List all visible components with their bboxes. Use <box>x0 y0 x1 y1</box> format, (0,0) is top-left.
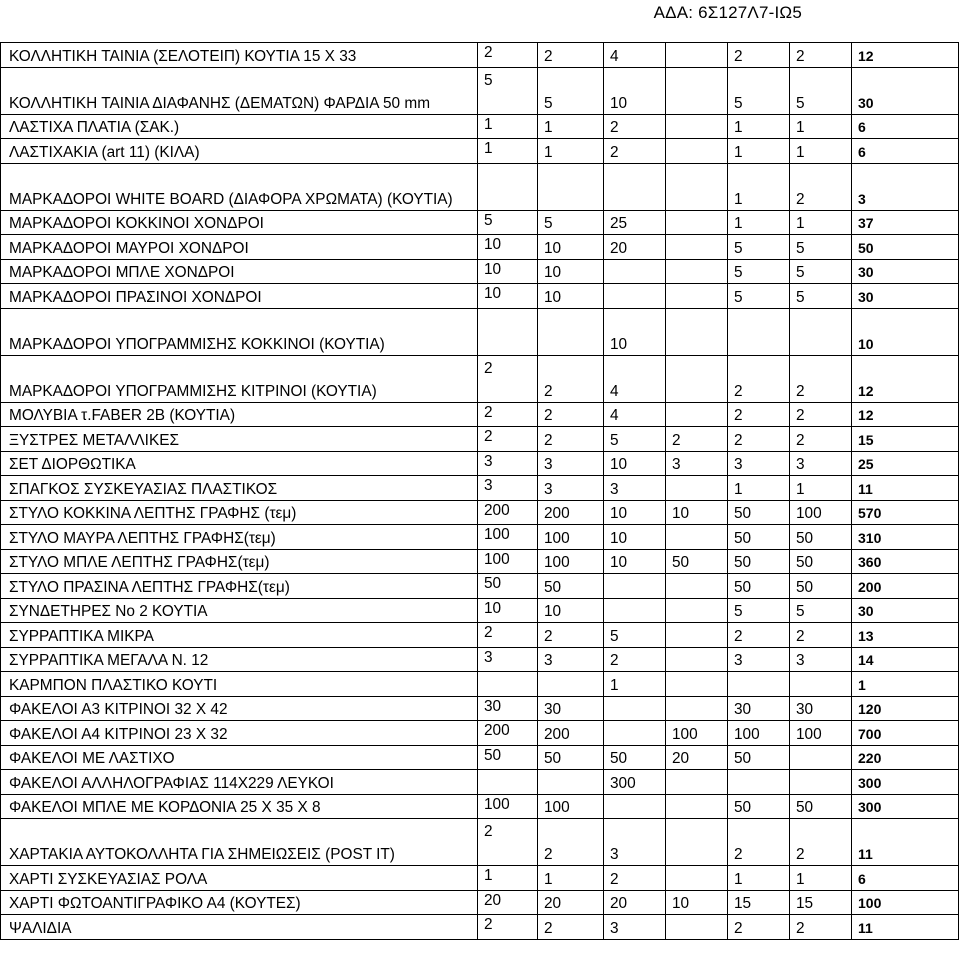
quantity-cell: 50 <box>728 500 790 525</box>
quantity-cell <box>790 745 852 770</box>
quantity-cell: 2 <box>478 43 538 68</box>
quantity-cell: 10 <box>604 451 666 476</box>
table-row <box>1 259 959 284</box>
quantity-cell <box>604 598 666 623</box>
item-description: ΦΑΚΕΛΟΙ Α4 ΚΙΤΡΙΝΟΙ 23 Χ 32 <box>1 721 478 746</box>
quantity-cell: 10 <box>604 67 666 114</box>
item-description: ΦΑΚΕΛΟΙ ΜΠΛΕ ΜΕ ΚΟΡΔΟΝΙΑ 25 Χ 35 Χ 8 <box>1 794 478 819</box>
quantity-cell: 10 <box>666 890 728 915</box>
quantity-cell: 2 <box>538 402 604 427</box>
quantity-cell: 2 <box>538 427 604 452</box>
quantity-cell <box>728 672 790 697</box>
quantity-cell <box>666 696 728 721</box>
total-quantity: 6 <box>852 866 959 891</box>
quantity-cell: 50 <box>666 549 728 574</box>
quantity-cell: 100 <box>538 794 604 819</box>
quantity-cell: 5 <box>790 259 852 284</box>
table-row <box>1 696 959 721</box>
total-quantity: 50 <box>852 235 959 260</box>
quantity-cell: 2 <box>666 427 728 452</box>
quantity-cell: 2 <box>790 43 852 68</box>
quantity-cell: 2 <box>728 623 790 648</box>
quantity-cell: 2 <box>604 139 666 164</box>
quantity-cell: 50 <box>604 745 666 770</box>
quantity-cell: 3 <box>538 647 604 672</box>
item-description: ΜΟΛΥΒΙΑ τ.FABER 2B (ΚΟΥΤΙΑ) <box>1 402 478 427</box>
table-row <box>1 866 959 891</box>
quantity-cell: 50 <box>790 525 852 550</box>
quantity-cell: 30 <box>790 696 852 721</box>
total-quantity: 3 <box>852 163 959 210</box>
quantity-cell: 3 <box>790 451 852 476</box>
quantity-cell <box>666 114 728 139</box>
quantity-cell: 20 <box>604 890 666 915</box>
quantity-cell: 10 <box>478 598 538 623</box>
quantity-cell <box>538 770 604 795</box>
total-quantity: 120 <box>852 696 959 721</box>
quantity-cell: 2 <box>604 114 666 139</box>
quantity-cell <box>604 721 666 746</box>
quantity-cell <box>538 308 604 355</box>
quantity-cell: 2 <box>790 915 852 940</box>
quantity-cell: 2 <box>728 427 790 452</box>
quantity-cell: 3 <box>478 451 538 476</box>
quantity-cell: 2 <box>790 427 852 452</box>
total-quantity: 100 <box>852 890 959 915</box>
table-row <box>1 598 959 623</box>
quantity-cell: 5 <box>478 210 538 235</box>
quantity-cell <box>538 672 604 697</box>
item-description: ΜΑΡΚΑΔΟΡΟΙ ΥΠΟΓΡΑΜΜΙΣΗΣ ΚΙΤΡΙΝΟΙ (ΚΟΥΤΙΑ) <box>1 355 478 402</box>
quantity-cell: 5 <box>538 210 604 235</box>
total-quantity: 11 <box>852 476 959 501</box>
item-description: ΣΤΥΛΟ ΠΡΑΣΙΝΑ ΛΕΠΤΗΣ ΓΡΑΦΗΣ(τεμ) <box>1 574 478 599</box>
quantity-cell: 20 <box>478 890 538 915</box>
table-row <box>1 476 959 501</box>
quantity-cell <box>666 163 728 210</box>
item-description: ΣΤΥΛΟ ΚΟΚΚΙΝΑ ΛΕΠΤΗΣ ΓΡΑΦΗΣ (τεμ) <box>1 500 478 525</box>
total-quantity: 300 <box>852 794 959 819</box>
quantity-cell: 50 <box>728 745 790 770</box>
quantity-cell: 20 <box>666 745 728 770</box>
total-quantity: 570 <box>852 500 959 525</box>
item-description: ΜΑΡΚΑΔΟΡΟΙ ΥΠΟΓΡΑΜΜΙΣΗΣ ΚΟΚΚΙΝΟΙ (ΚΟΥΤΙΑ) <box>1 308 478 355</box>
total-quantity: 37 <box>852 210 959 235</box>
quantity-cell: 3 <box>538 476 604 501</box>
quantity-cell: 2 <box>604 647 666 672</box>
quantity-cell: 5 <box>728 235 790 260</box>
quantity-cell: 3 <box>538 451 604 476</box>
quantity-cell: 50 <box>728 574 790 599</box>
quantity-cell: 100 <box>728 721 790 746</box>
quantity-cell: 200 <box>478 500 538 525</box>
total-quantity: 11 <box>852 819 959 866</box>
quantity-cell: 2 <box>728 915 790 940</box>
quantity-cell <box>604 259 666 284</box>
quantity-cell: 2 <box>604 866 666 891</box>
quantity-cell: 2 <box>728 402 790 427</box>
quantity-cell <box>604 574 666 599</box>
quantity-cell: 1 <box>790 114 852 139</box>
quantity-cell: 2 <box>478 819 538 866</box>
quantity-cell: 1 <box>728 210 790 235</box>
quantity-cell <box>666 866 728 891</box>
quantity-cell: 5 <box>790 284 852 309</box>
quantity-cell: 30 <box>538 696 604 721</box>
quantity-cell: 2 <box>478 355 538 402</box>
table-row <box>1 672 959 697</box>
quantity-cell: 4 <box>604 355 666 402</box>
item-description: ΣΕΤ ΔΙΟΡΘΩΤΙΚΑ <box>1 451 478 476</box>
quantity-cell: 100 <box>478 794 538 819</box>
quantity-cell: 3 <box>790 647 852 672</box>
total-quantity: 30 <box>852 259 959 284</box>
table-row <box>1 139 959 164</box>
item-description: ΛΑΣΤΙΧΑ ΠΛΑΤΙΑ (ΣΑΚ.) <box>1 114 478 139</box>
quantity-cell: 2 <box>790 402 852 427</box>
quantity-cell: 10 <box>604 308 666 355</box>
quantity-cell <box>666 402 728 427</box>
quantity-cell <box>790 308 852 355</box>
quantity-cell: 1 <box>790 866 852 891</box>
total-quantity: 700 <box>852 721 959 746</box>
supplies-table <box>0 42 959 940</box>
table-row <box>1 574 959 599</box>
table-row <box>1 770 959 795</box>
item-description: ΛΑΣΤΙΧΑΚΙΑ (art 11) (ΚΙΛΑ) <box>1 139 478 164</box>
quantity-cell <box>666 647 728 672</box>
quantity-cell: 4 <box>604 43 666 68</box>
quantity-cell: 1 <box>604 672 666 697</box>
quantity-cell <box>666 259 728 284</box>
total-quantity: 12 <box>852 402 959 427</box>
table-row <box>1 745 959 770</box>
quantity-cell <box>666 43 728 68</box>
quantity-cell: 50 <box>478 745 538 770</box>
quantity-cell: 3 <box>604 476 666 501</box>
quantity-cell <box>666 308 728 355</box>
quantity-cell: 1 <box>538 139 604 164</box>
item-description: ΧΑΡΤΙ ΣΥΣΚΕΥΑΣΙΑΣ ΡΟΛΑ <box>1 866 478 891</box>
quantity-cell: 2 <box>538 819 604 866</box>
quantity-cell <box>666 284 728 309</box>
total-quantity: 30 <box>852 67 959 114</box>
table-row <box>1 500 959 525</box>
quantity-cell: 50 <box>728 794 790 819</box>
quantity-cell: 10 <box>478 284 538 309</box>
quantity-cell <box>666 915 728 940</box>
quantity-cell: 2 <box>728 43 790 68</box>
quantity-cell: 2 <box>538 915 604 940</box>
quantity-cell: 50 <box>478 574 538 599</box>
quantity-cell <box>666 139 728 164</box>
quantity-cell: 50 <box>538 745 604 770</box>
total-quantity: 25 <box>852 451 959 476</box>
total-quantity: 10 <box>852 308 959 355</box>
table-row <box>1 721 959 746</box>
table-row <box>1 890 959 915</box>
quantity-cell: 1 <box>728 866 790 891</box>
quantity-cell: 1 <box>790 476 852 501</box>
table-row <box>1 819 959 866</box>
quantity-cell: 15 <box>790 890 852 915</box>
quantity-cell: 2 <box>538 355 604 402</box>
total-quantity: 6 <box>852 114 959 139</box>
item-description: ΦΑΚΕΛΟΙ ΑΛΛΗΛΟΓΡΑΦΙΑΣ 114Χ229 ΛΕΥΚΟΙ <box>1 770 478 795</box>
quantity-cell: 10 <box>538 598 604 623</box>
quantity-cell: 20 <box>538 890 604 915</box>
quantity-cell: 20 <box>604 235 666 260</box>
quantity-cell: 3 <box>728 451 790 476</box>
item-description: ΨΑΛΙΔΙΑ <box>1 915 478 940</box>
table-row <box>1 794 959 819</box>
item-description: ΧΑΡΤΑΚΙΑ ΑΥΤΟΚΟΛΛΗΤΑ ΓΙΑ ΣΗΜΕΙΩΣΕΙΣ (POST IT) <box>1 819 478 866</box>
quantity-cell: 5 <box>538 67 604 114</box>
document-code: ΑΔΑ: 6Σ127Λ7-ΙΩ5 <box>653 3 802 22</box>
quantity-cell: 300 <box>604 770 666 795</box>
quantity-cell: 3 <box>728 647 790 672</box>
quantity-cell: 3 <box>478 476 538 501</box>
table-row <box>1 402 959 427</box>
quantity-cell: 2 <box>790 355 852 402</box>
quantity-cell <box>666 525 728 550</box>
quantity-cell: 1 <box>538 866 604 891</box>
quantity-cell <box>666 210 728 235</box>
item-description: ΦΑΚΕΛΟΙ Α3 ΚΙΤΡΙΝΟΙ 32 Χ 42 <box>1 696 478 721</box>
quantity-cell <box>666 574 728 599</box>
quantity-cell <box>666 355 728 402</box>
table-row <box>1 284 959 309</box>
total-quantity: 300 <box>852 770 959 795</box>
table-row <box>1 163 959 210</box>
quantity-cell: 50 <box>790 574 852 599</box>
quantity-cell <box>478 163 538 210</box>
quantity-cell <box>728 770 790 795</box>
quantity-cell: 10 <box>538 235 604 260</box>
table-row <box>1 451 959 476</box>
quantity-cell: 10 <box>666 500 728 525</box>
quantity-cell: 1 <box>728 476 790 501</box>
quantity-cell: 5 <box>604 427 666 452</box>
quantity-cell: 100 <box>790 500 852 525</box>
quantity-cell: 5 <box>604 623 666 648</box>
item-description: ΞΥΣΤΡΕΣ ΜΕΤΑΛΛΙΚΕΣ <box>1 427 478 452</box>
quantity-cell: 3 <box>604 819 666 866</box>
item-description: ΜΑΡΚΑΔΟΡΟΙ ΚΟΚΚΙΝΟΙ ΧΟΝΔΡΟΙ <box>1 210 478 235</box>
item-description: ΣΤΥΛΟ ΜΑΥΡΑ ΛΕΠΤΗΣ ΓΡΑΦΗΣ(τεμ) <box>1 525 478 550</box>
quantity-cell <box>666 794 728 819</box>
quantity-cell: 5 <box>728 598 790 623</box>
item-description: ΜΑΡΚΑΔΟΡΟΙ ΜΑΥΡΟΙ ΧΟΝΔΡΟΙ <box>1 235 478 260</box>
table-row <box>1 549 959 574</box>
quantity-cell <box>604 284 666 309</box>
item-description: ΚΟΛΛΗΤΙΚΗ ΤΑΙΝΙΑ (ΣΕΛΟΤΕΙΠ) ΚΟΥΤΙΑ 15 Χ 33 <box>1 43 478 68</box>
quantity-cell: 1 <box>478 866 538 891</box>
quantity-cell: 100 <box>666 721 728 746</box>
quantity-cell: 2 <box>478 623 538 648</box>
quantity-cell <box>790 770 852 795</box>
table-row <box>1 210 959 235</box>
total-quantity: 12 <box>852 355 959 402</box>
quantity-cell <box>666 819 728 866</box>
quantity-cell <box>478 308 538 355</box>
total-quantity: 220 <box>852 745 959 770</box>
total-quantity: 360 <box>852 549 959 574</box>
quantity-cell: 50 <box>728 525 790 550</box>
quantity-cell: 2 <box>728 355 790 402</box>
table-row <box>1 427 959 452</box>
table-row <box>1 623 959 648</box>
quantity-cell: 2 <box>790 819 852 866</box>
quantity-cell: 30 <box>478 696 538 721</box>
quantity-cell <box>666 672 728 697</box>
quantity-cell: 10 <box>604 549 666 574</box>
table-row <box>1 67 959 114</box>
quantity-cell: 100 <box>790 721 852 746</box>
total-quantity: 11 <box>852 915 959 940</box>
total-quantity: 310 <box>852 525 959 550</box>
item-description: ΧΑΡΤΙ ΦΩΤΟΑΝΤΙΓΡΑΦΙΚΟ Α4 (ΚΟΥΤΕΣ) <box>1 890 478 915</box>
quantity-cell: 5 <box>728 67 790 114</box>
quantity-cell: 2 <box>790 623 852 648</box>
quantity-cell: 200 <box>478 721 538 746</box>
quantity-cell: 10 <box>604 525 666 550</box>
quantity-cell <box>666 476 728 501</box>
quantity-cell: 3 <box>478 647 538 672</box>
quantity-cell: 1 <box>728 163 790 210</box>
quantity-cell: 5 <box>728 259 790 284</box>
total-quantity: 30 <box>852 598 959 623</box>
quantity-cell: 30 <box>728 696 790 721</box>
table-row <box>1 525 959 550</box>
quantity-cell: 15 <box>728 890 790 915</box>
item-description: ΣΠΑΓΚΟΣ ΣΥΣΚΕΥΑΣΙΑΣ ΠΛΑΣΤΙΚΟΣ <box>1 476 478 501</box>
quantity-cell: 10 <box>538 259 604 284</box>
quantity-cell: 10 <box>478 259 538 284</box>
total-quantity: 1 <box>852 672 959 697</box>
quantity-cell: 5 <box>790 598 852 623</box>
total-quantity: 30 <box>852 284 959 309</box>
quantity-cell: 2 <box>728 819 790 866</box>
total-quantity: 15 <box>852 427 959 452</box>
item-description: ΜΑΡΚΑΔΟΡΟΙ WHITE BOARD (ΔΙΑΦΟΡΑ ΧΡΩΜΑΤΑ) (ΚΟΥΤΙΑ) <box>1 163 478 210</box>
quantity-cell: 4 <box>604 402 666 427</box>
quantity-cell <box>478 672 538 697</box>
quantity-cell <box>604 794 666 819</box>
quantity-cell: 2 <box>538 43 604 68</box>
quantity-cell: 5 <box>728 284 790 309</box>
quantity-cell <box>666 770 728 795</box>
quantity-cell <box>478 770 538 795</box>
table-row <box>1 915 959 940</box>
quantity-cell: 100 <box>538 525 604 550</box>
item-description: ΚΑΡΜΠΟΝ ΠΛΑΣΤΙΚΟ ΚΟΥΤΙ <box>1 672 478 697</box>
quantity-cell: 50 <box>790 549 852 574</box>
quantity-cell <box>666 623 728 648</box>
total-quantity: 200 <box>852 574 959 599</box>
table-row <box>1 235 959 260</box>
quantity-cell: 25 <box>604 210 666 235</box>
quantity-cell: 10 <box>604 500 666 525</box>
quantity-cell: 50 <box>728 549 790 574</box>
quantity-cell: 1 <box>538 114 604 139</box>
item-description: ΜΑΡΚΑΔΟΡΟΙ ΠΡΑΣΙΝΟΙ ΧΟΝΔΡΟΙ <box>1 284 478 309</box>
quantity-cell: 10 <box>478 235 538 260</box>
total-quantity: 6 <box>852 139 959 164</box>
table-row <box>1 308 959 355</box>
quantity-cell: 1 <box>728 114 790 139</box>
table-row <box>1 43 959 68</box>
quantity-cell <box>604 163 666 210</box>
quantity-cell: 1 <box>478 139 538 164</box>
item-description: ΚΟΛΛΗΤΙΚΗ ΤΑΙΝΙΑ ΔΙΑΦΑΝΗΣ (ΔΕΜΑΤΩΝ) ΦΑΡΔΙΑ 50 mm <box>1 67 478 114</box>
quantity-cell <box>604 696 666 721</box>
quantity-cell: 100 <box>478 549 538 574</box>
quantity-cell: 50 <box>538 574 604 599</box>
item-description: ΜΑΡΚΑΔΟΡΟΙ ΜΠΛΕ ΧΟΝΔΡΟΙ <box>1 259 478 284</box>
quantity-cell: 5 <box>790 235 852 260</box>
quantity-cell: 10 <box>538 284 604 309</box>
quantity-cell: 200 <box>538 500 604 525</box>
quantity-cell: 1 <box>478 114 538 139</box>
quantity-cell: 5 <box>478 67 538 114</box>
item-description: ΣΥΝΔΕΤΗΡΕΣ Νο 2 ΚΟΥΤΙΑ <box>1 598 478 623</box>
quantity-cell: 200 <box>538 721 604 746</box>
item-description: ΣΥΡΡΑΠΤΙΚΑ ΜΕΓΑΛΑ Ν. 12 <box>1 647 478 672</box>
quantity-cell: 1 <box>728 139 790 164</box>
quantity-cell: 3 <box>604 915 666 940</box>
quantity-cell: 50 <box>790 794 852 819</box>
quantity-cell <box>666 67 728 114</box>
table-row <box>1 355 959 402</box>
quantity-cell: 2 <box>790 163 852 210</box>
item-description: ΣΤΥΛΟ ΜΠΛΕ ΛΕΠΤΗΣ ΓΡΑΦΗΣ(τεμ) <box>1 549 478 574</box>
quantity-cell <box>790 672 852 697</box>
item-description: ΦΑΚΕΛΟΙ ΜΕ ΛΑΣΤΙΧΟ <box>1 745 478 770</box>
quantity-cell: 2 <box>478 427 538 452</box>
quantity-cell: 1 <box>790 210 852 235</box>
table-row <box>1 647 959 672</box>
item-description: ΣΥΡΡΑΠΤΙΚΑ ΜΙΚΡΑ <box>1 623 478 648</box>
quantity-cell <box>666 235 728 260</box>
quantity-cell <box>666 598 728 623</box>
quantity-cell: 1 <box>790 139 852 164</box>
quantity-cell <box>538 163 604 210</box>
total-quantity: 12 <box>852 43 959 68</box>
quantity-cell: 3 <box>666 451 728 476</box>
quantity-cell: 2 <box>478 915 538 940</box>
total-quantity: 13 <box>852 623 959 648</box>
quantity-cell: 100 <box>478 525 538 550</box>
table-row <box>1 114 959 139</box>
quantity-cell: 100 <box>538 549 604 574</box>
quantity-cell <box>728 308 790 355</box>
quantity-cell: 5 <box>790 67 852 114</box>
quantity-cell: 2 <box>538 623 604 648</box>
quantity-cell: 2 <box>478 402 538 427</box>
total-quantity: 14 <box>852 647 959 672</box>
